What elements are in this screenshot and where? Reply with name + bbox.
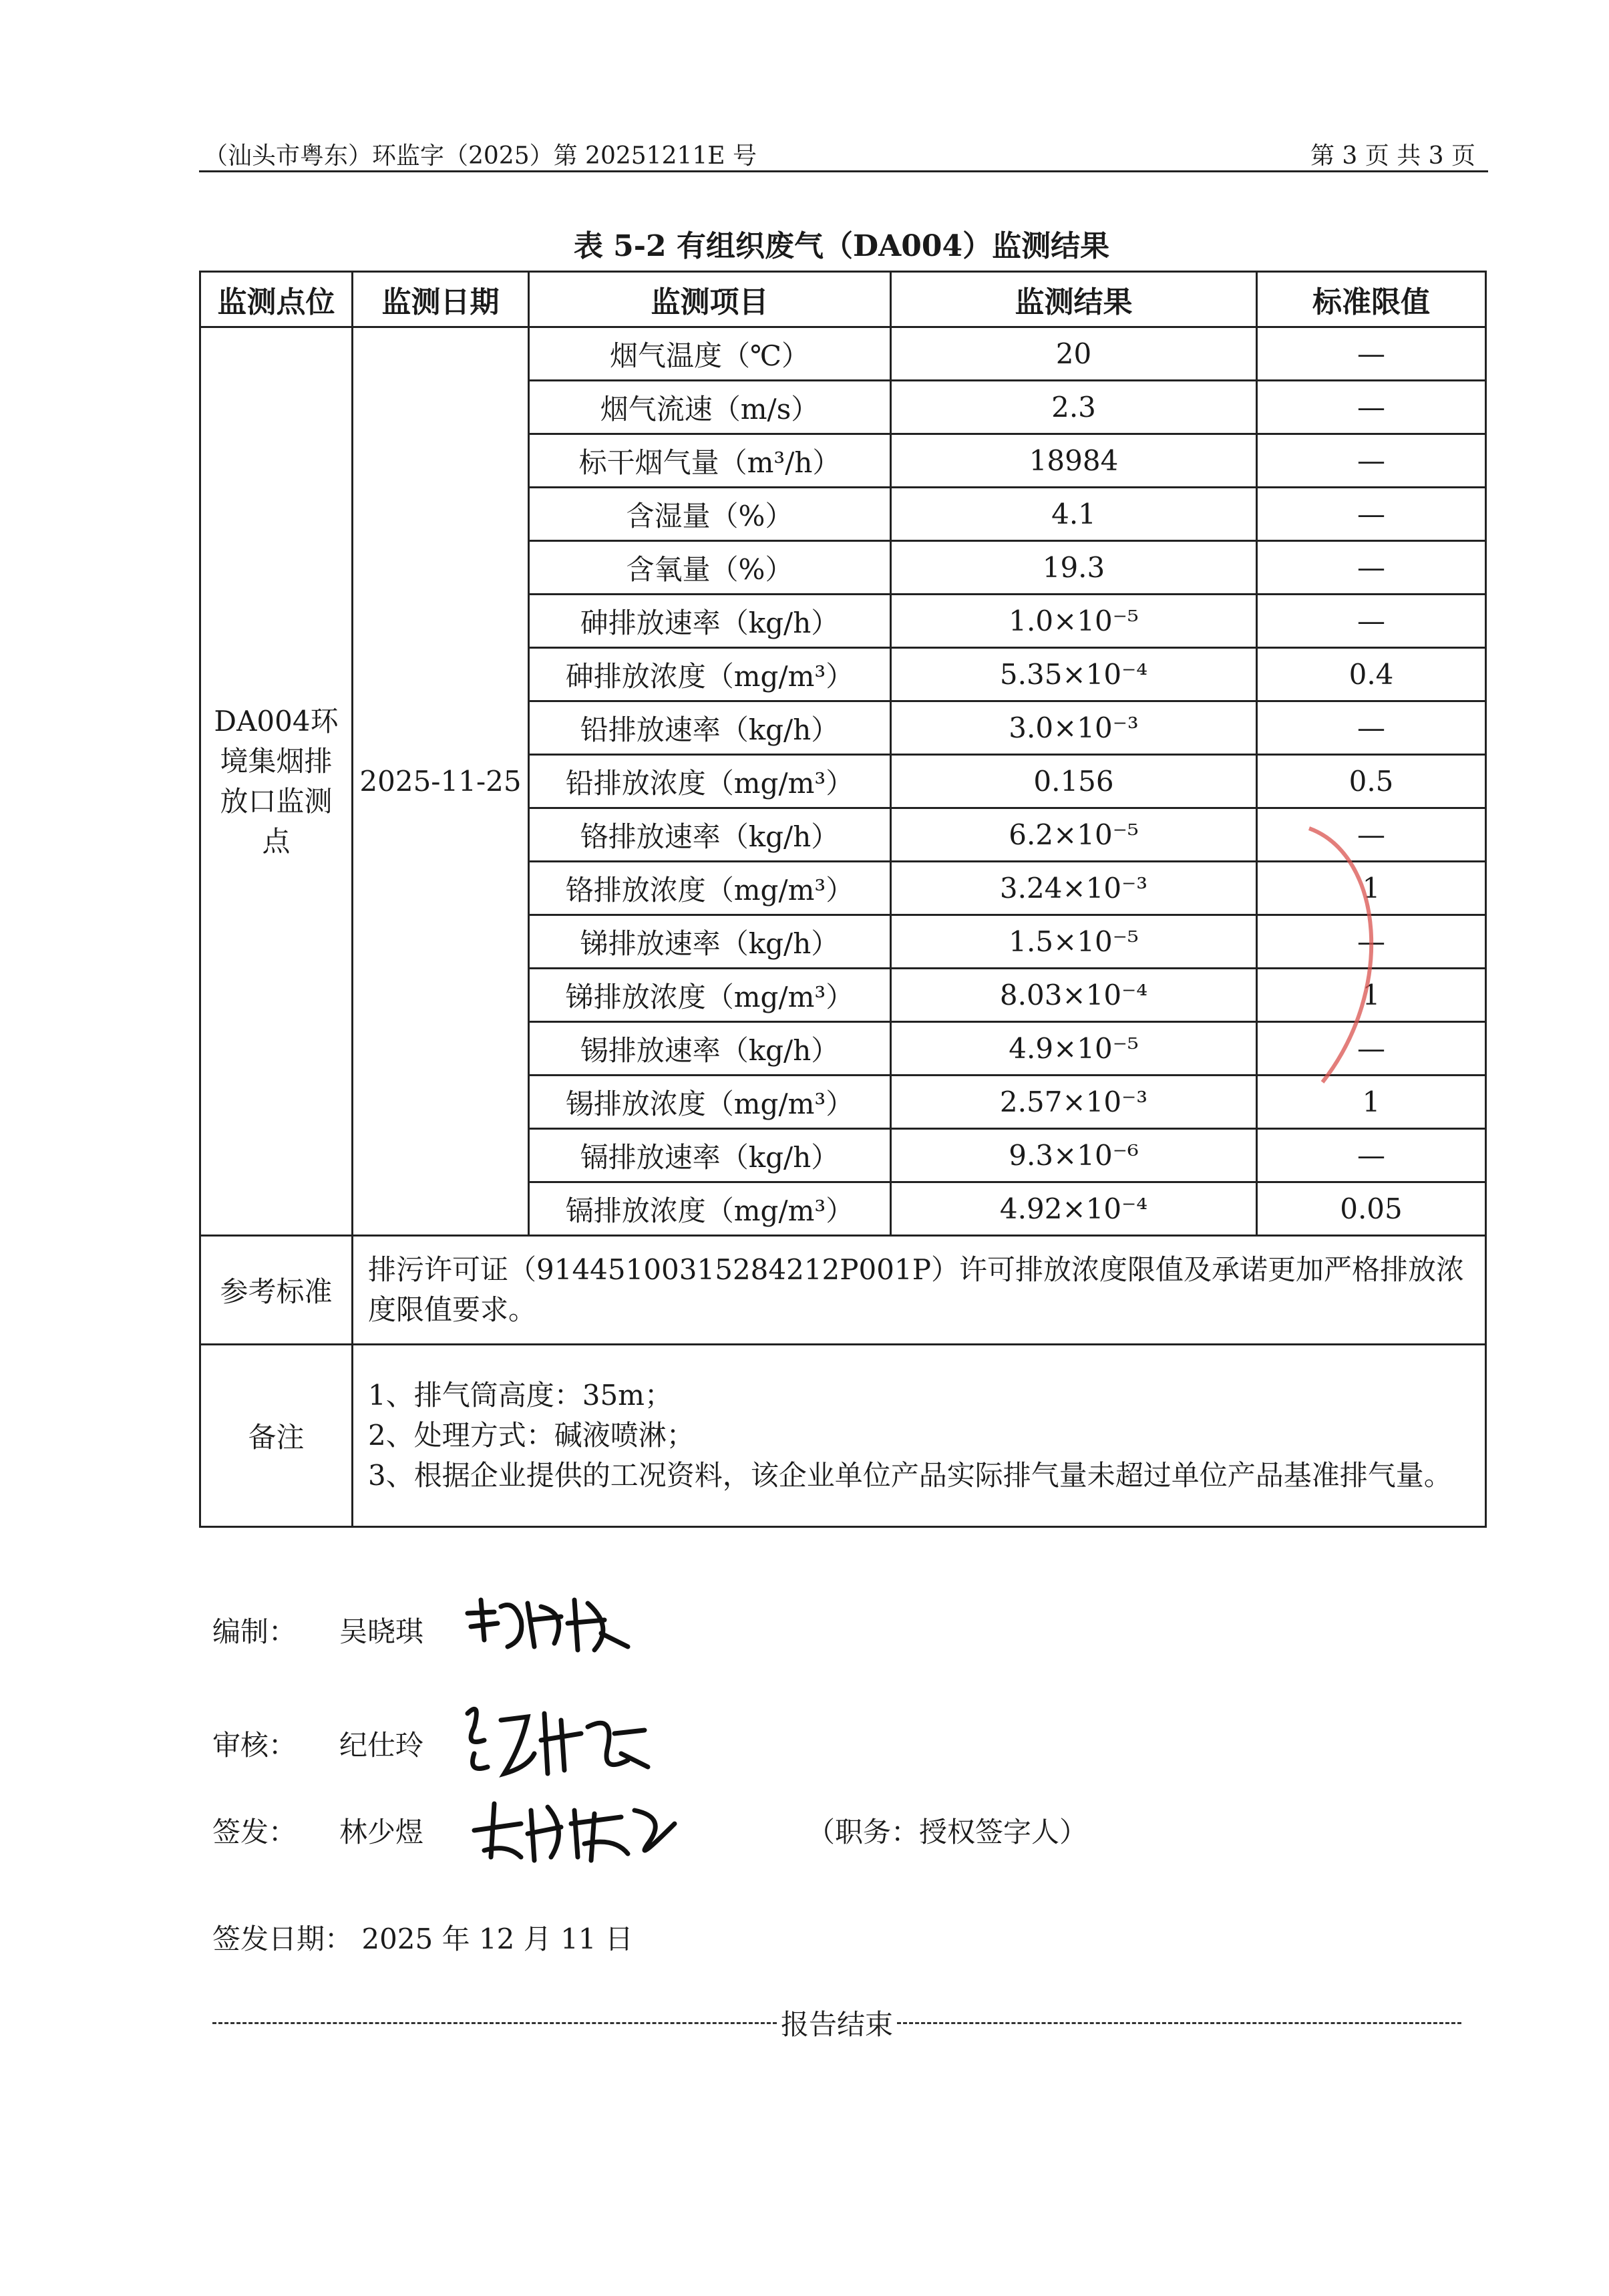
note-line: 1、排气筒高度：35m；: [368, 1379, 673, 1412]
issuer-label: 签发：: [212, 1816, 297, 1848]
cell-limit: —: [1257, 701, 1486, 755]
cell-result: 3.0×10⁻³: [891, 701, 1257, 755]
compiler-label: 编制：: [212, 1615, 297, 1648]
cell-result: 19.3: [891, 541, 1257, 595]
cell-limit: 1: [1257, 1076, 1486, 1129]
cell-result: 3.24×10⁻³: [891, 862, 1257, 915]
issuer-name: 林少煜: [339, 1816, 424, 1848]
cell-item: 铅排放速率（kg/h）: [529, 701, 891, 755]
cell-item: 镉排放速率（kg/h）: [529, 1129, 891, 1182]
col-header-limit: 标准限值: [1257, 272, 1486, 327]
table-row: [200, 327, 1486, 381]
note-line: 2、处理方式：碱液喷淋；: [368, 1419, 695, 1452]
notes-text: [353, 1345, 1486, 1527]
col-header-item: 监测项目: [529, 272, 891, 327]
cell-limit: —: [1257, 808, 1486, 862]
cell-item: 含氧量（%）: [529, 541, 891, 595]
table-title: 表 5-2 有组织废气（DA004）监测结果: [573, 229, 1110, 263]
cell-item: 铬排放浓度（mg/m³）: [529, 862, 891, 915]
monitoring-point: DA004环境集烟排放口监测点: [200, 327, 353, 1236]
end-text: 报告结束: [781, 2008, 894, 2041]
compiler-line: [212, 1610, 423, 1650]
cell-limit: 0.05: [1257, 1182, 1486, 1236]
cell-result: 2.3: [891, 381, 1257, 434]
cell-result: 0.156: [891, 755, 1257, 808]
cell-limit: —: [1257, 915, 1486, 969]
cell-result: 5.35×10⁻⁴: [891, 648, 1257, 701]
cell-item: 锑排放速率（kg/h）: [529, 915, 891, 969]
reference-text: 排污许可证（91445100315284212P001P）许可排放浓度限值及承诺更加严格排放浓度限值要求。: [353, 1236, 1486, 1345]
issuer-signature: [468, 1784, 681, 1870]
report-end: [212, 2003, 1461, 2043]
col-header-result: 监测结果: [891, 272, 1257, 327]
compiler-signature: [461, 1587, 635, 1660]
cell-limit: 1: [1257, 969, 1486, 1022]
notes-label: 备注: [200, 1345, 353, 1527]
compiler-name: 吴晓琪: [339, 1615, 424, 1648]
cell-item: 含湿量（%）: [529, 488, 891, 541]
cell-item: 锑排放浓度（mg/m³）: [529, 969, 891, 1022]
cell-item: 砷排放浓度（mg/m³）: [529, 648, 891, 701]
reviewer-name: 纪仕玲: [339, 1729, 424, 1762]
reviewer-label: 审核：: [212, 1729, 297, 1762]
cell-result: 20: [891, 327, 1257, 381]
table-header-row: [200, 272, 1486, 327]
end-dash-right: [897, 2022, 1461, 2024]
col-header-point: 监测点位: [200, 272, 353, 327]
cell-result: 18984: [891, 434, 1257, 488]
col-header-date: 监测日期: [353, 272, 529, 327]
issue-date: 签发日期： 2025 年 12 月 11 日: [212, 1923, 633, 1955]
stamp-mark: [1282, 815, 1416, 1096]
cell-result: 2.57×10⁻³: [891, 1076, 1257, 1129]
cell-result: 1.5×10⁻⁵: [891, 915, 1257, 969]
cell-limit: 0.5: [1257, 755, 1486, 808]
cell-item: 标干烟气量（m³/h）: [529, 434, 891, 488]
cell-item: 铅排放浓度（mg/m³）: [529, 755, 891, 808]
document-number: （汕头市粤东）环监字（2025）第 20251211E 号: [204, 142, 757, 170]
cell-limit: —: [1257, 381, 1486, 434]
cell-result: 1.0×10⁻⁵: [891, 595, 1257, 648]
cell-result: 4.1: [891, 488, 1257, 541]
cell-limit: —: [1257, 488, 1486, 541]
issuer-role: （职务：授权签字人）: [807, 1816, 1088, 1848]
reviewer-line: [212, 1724, 423, 1764]
notes-row: [200, 1345, 1486, 1527]
cell-item: 铬排放速率（kg/h）: [529, 808, 891, 862]
cell-limit: —: [1257, 1022, 1486, 1076]
cell-item: 镉排放浓度（mg/m³）: [529, 1182, 891, 1236]
cell-result: 4.9×10⁻⁵: [891, 1022, 1257, 1076]
cell-limit: 1: [1257, 862, 1486, 915]
note-line: 3、根据企业提供的工况资料，该企业单位产品实际排气量未超过单位产品基准排气量。: [368, 1459, 1452, 1492]
cell-item: 烟气流速（m/s）: [529, 381, 891, 434]
reviewer-signature: [454, 1693, 655, 1787]
page-info: 第 3 页 共 3 页: [1310, 142, 1475, 170]
cell-result: 6.2×10⁻⁵: [891, 808, 1257, 862]
monitoring-date: 2025-11-25: [353, 327, 529, 1236]
cell-limit: —: [1257, 541, 1486, 595]
reference-row: [200, 1236, 1486, 1345]
cell-limit: —: [1257, 595, 1486, 648]
reference-label: 参考标准: [200, 1236, 353, 1345]
cell-result: 4.92×10⁻⁴: [891, 1182, 1257, 1236]
cell-limit: —: [1257, 327, 1486, 381]
issuer-line: [212, 1810, 423, 1850]
cell-item: 烟气温度（℃）: [529, 327, 891, 381]
end-dash-left: [212, 2022, 777, 2024]
cell-result: 9.3×10⁻⁶: [891, 1129, 1257, 1182]
cell-limit: —: [1257, 1129, 1486, 1182]
header-divider: [199, 170, 1488, 172]
cell-item: 锡排放浓度（mg/m³）: [529, 1076, 891, 1129]
cell-result: 8.03×10⁻⁴: [891, 969, 1257, 1022]
cell-item: 锡排放速率（kg/h）: [529, 1022, 891, 1076]
cell-limit: 0.4: [1257, 648, 1486, 701]
cell-limit: —: [1257, 434, 1486, 488]
cell-item: 砷排放速率（kg/h）: [529, 595, 891, 648]
